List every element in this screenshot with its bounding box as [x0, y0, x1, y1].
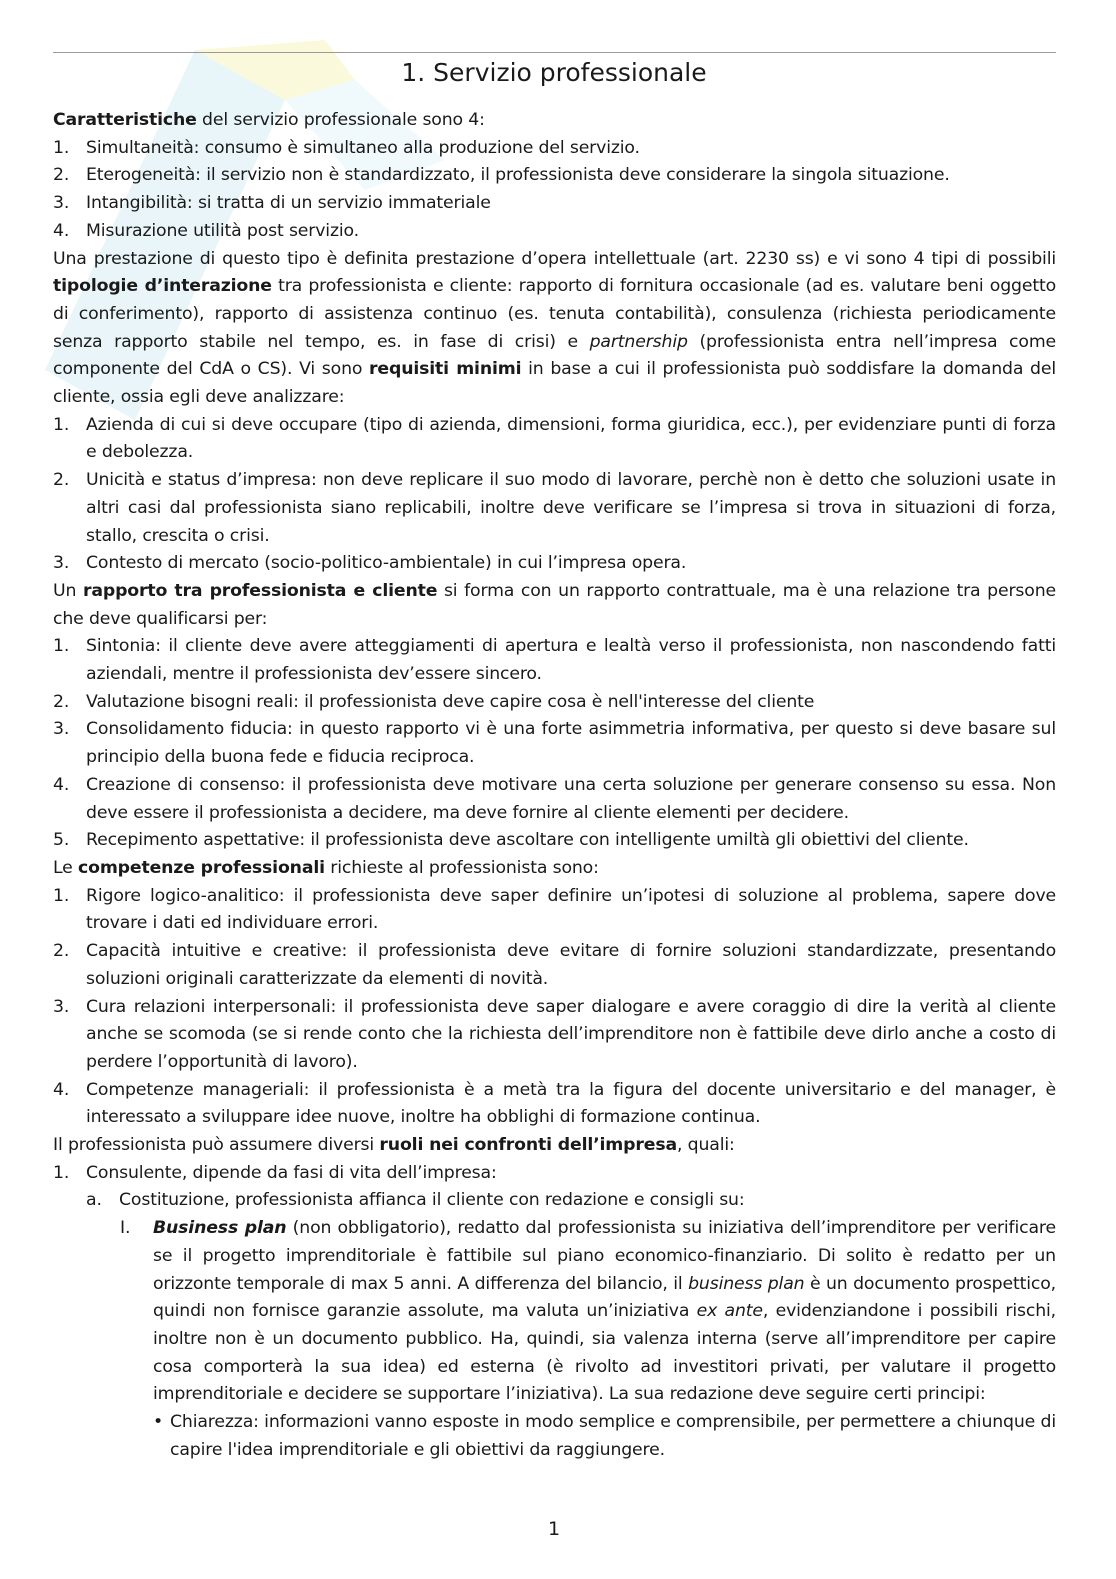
bold-term: requisiti minimi [369, 359, 522, 380]
paragraph-prestazione: Una prestazione di questo tipo è definita prestazione d’opera intellettuale (art. 2230 ss) e vi sono 4 tipi di possibili tipologie d’interazione tra professionista e cliente: rapporto di fornitura occasionale (ad es. valutare beni oggetto di conferimento), rapporto di assistenza continuo (es. tenuta contabilità), consulenza (richiesta periodicamente senza rapporto stabile nel tempo, es. in fase di crisi) e partnership (professionista entra nell’impresa come componente del CdA o CS). Vi sono requisiti minimi in base a cui il professionista può soddisfare la domanda del cliente, ossia egli deve analizzare: [53, 248, 1056, 408]
bold-term: competenze professionali [78, 857, 325, 878]
list-item: 1. Sintonia: il cliente deve avere atteggiamenti di apertura e lealtà verso il professionista, non nascondendo fatti aziendali, mentre il professionista dev’essere sincero. [53, 636, 1056, 685]
paragraph-ruoli: Il professionista può assumere diversi ruoli nei confronti dell’impresa, quali: [53, 1135, 735, 1156]
list-item: 3. Contesto di mercato (socio-politico-ambientale) in cui l’impresa opera. [53, 553, 687, 574]
list-item: 1. Consulente, dipende da fasi di vita dell’impresa: [53, 1162, 497, 1183]
intro-paragraph: Caratteristiche del servizio professionale sono 4: [53, 110, 485, 130]
page-number: 1 [547, 1518, 561, 1540]
document-body [53, 107, 1056, 1464]
list-item: 2. Capacità intuitive e creative: il professionista deve evitare di fornire soluzioni standardizzate, presentando soluzioni originali caratterizzate da elementi di novità. [53, 941, 1056, 989]
bullet-item: • Chiarezza: informazioni vanno esposte in modo semplice e comprensibile, per permettere a chiunque di capire l'idea imprenditoriale e gli obiettivi da raggiungere. [53, 1409, 1056, 1464]
top-rule [53, 52, 1056, 53]
list-item: 1. Azienda di cui si deve occupare (tipo di azienda, dimensioni, forma giuridica, ecc.), per evidenziare punti di forza e debolezza. [53, 414, 1056, 463]
page-title: 1. Servizio professionale [401, 58, 707, 87]
bold-term: ruoli nei confronti dell’impresa [379, 1135, 677, 1156]
paragraph-competenze: Le competenze professionali richieste al professionista sono: [53, 857, 599, 878]
list-item: 2. Eterogeneità: il servizio non è standardizzato, il professionista deve considerare la singola situazione. [53, 165, 950, 186]
bullet-icon: • [153, 1412, 164, 1433]
list-item: 4. Creazione di consenso: il professionista deve motivare una certa soluzione per generare consenso su essa. Non deve essere il professionista a decidere, ma deve fornire al cliente elementi per decidere. [53, 774, 1056, 823]
italic-term: ex ante [696, 1301, 763, 1322]
list-item: 4. Competenze manageriali: il professionista è a metà tra la figura del docente universitario e del manager, è interessato a sviluppare idee nuove, inoltre ha obblighi di formazione continua. [53, 1079, 1056, 1128]
list-item: 1. Simultaneità: consumo è simultaneo alla produzione del servizio. [53, 137, 640, 158]
bold-italic-term: Business plan [153, 1218, 287, 1239]
list-item: 3. Intangibilità: si tratta di un servizio immateriale [53, 193, 491, 214]
italic-term: business plan [688, 1273, 805, 1294]
list-item: 3. Consolidamento fiducia: in questo rapporto vi è una forte asimmetria informativa, per questo si deve basare sul principio della buona fede e fiducia reciproca. [53, 719, 1056, 768]
list-item: 5. Recepimento aspettative: il professionista deve ascoltare con intelligente umiltà gli obiettivi del cliente. [53, 830, 969, 851]
list-item: 1. Rigore logico-analitico: il professionista deve saper definire un’ipotesi di soluzione al problema, sapere dove trovare i dati ed individuare errori. [53, 885, 1056, 934]
sub-sub-list-item: I. Business plan (non obbligatorio), redatto dal professionista su iniziativa dell’imprenditore per verificare se il progetto imprenditoriale è fattibile sul piano economico-finanziario. Di solito è redatto per un orizzonte temporale di max 5 anni. A differenza del bilancio, il business plan è un documento prospettico, quindi non fornisce garanzie assolute, ma valuta un’iniziativa ex ante, evidenziandone i possibili rischi, inoltre non è un documento pubblico. Ha, quindi, sia valenza interna (serve all’imprenditore per capire cosa comporterà la sua idea) ed esterna (è rivolto ad investitori privati, per valutare il progetto imprenditoriale e decidere se supportare l’iniziativa). La sua redazione deve seguire certi principi: [120, 1218, 1057, 1405]
paragraph-rapporto: Un rapporto tra professionista e cliente si forma con un rapporto contrattuale, ma è una relazione tra persone che deve qualificarsi per: [53, 580, 1056, 629]
bold-term: tipologie d’interazione [53, 276, 272, 297]
list-item: 4. Misurazione utilità post servizio. [53, 220, 359, 241]
list-item: 2. Valutazione bisogni reali: il professionista deve capire cosa è nell'interesse del cliente [53, 691, 815, 712]
list-item: 2. Unicità e status d’impresa: non deve replicare il suo modo di lavorare, perchè non è detto che soluzioni usate in altri casi dal professionista siano replicabili, inoltre deve verificare se l’impresa si trova in situazioni di forza, stallo, crescita o crisi. [53, 470, 1056, 546]
italic-term: partnership [589, 331, 688, 352]
bold-term: Caratteristiche [53, 110, 197, 130]
sub-list-item: a. Costituzione, professionista affianca il cliente con redazione e consigli su: [86, 1190, 745, 1211]
bold-term: rapporto tra professionista e cliente [82, 580, 438, 601]
list-item: 3. Cura relazioni interpersonali: il professionista deve saper dialogare e avere coraggio di dire la verità al cliente anche se scomoda (se si rende conto che la richiesta dell’imprenditore non è fattibile deve dirlo anche a costo di perdere l’opportunità di lavoro). [53, 996, 1056, 1072]
